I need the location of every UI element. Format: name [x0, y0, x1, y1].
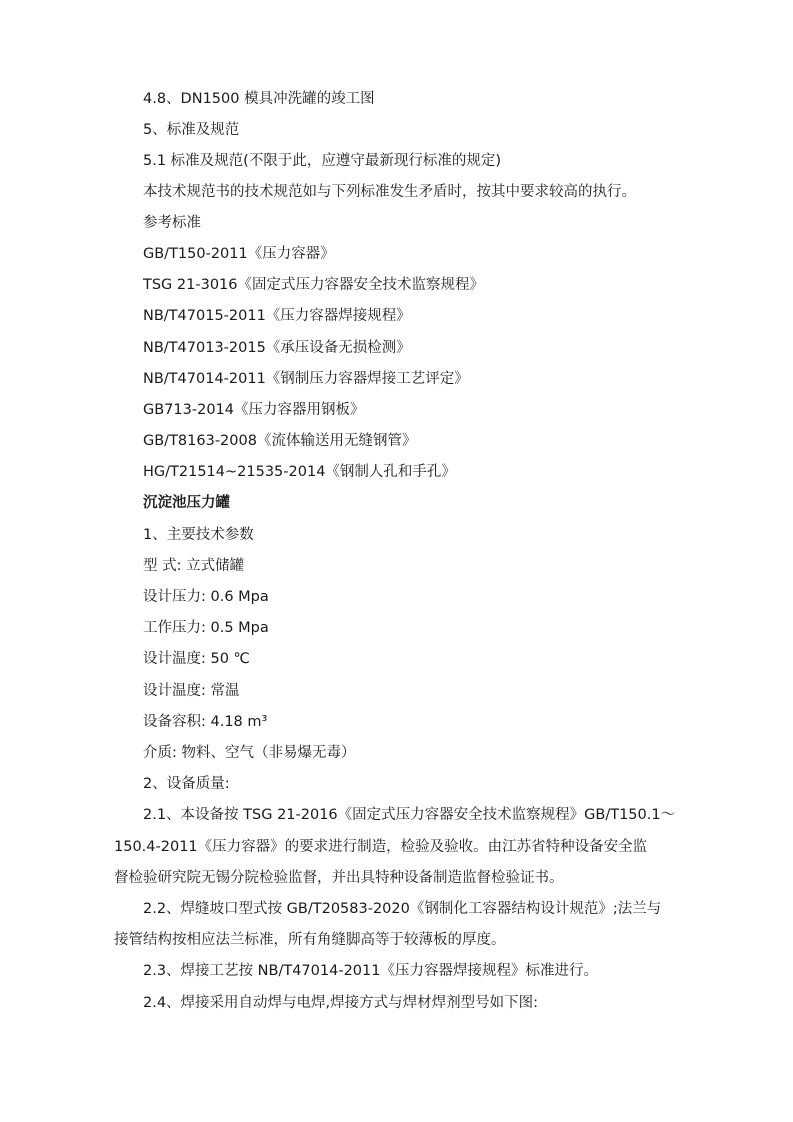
standard-item: NB/T47013-2015《承压设备无损检测》 [143, 340, 411, 356]
paragraph-line: 150.4-2011《压力容器》的要求进行制造，检验及验收。由江苏省特种设备安全监 [114, 839, 648, 855]
parameter-line: 型 式: 立式储罐 [143, 558, 245, 574]
section-heading: 2、设备质量: [143, 776, 230, 792]
paragraph-line: 2.3、焊接工艺按 NB/T47014-2011《压力容器焊接规程》标准进行。 [143, 963, 598, 979]
text-line: 参考标准 [143, 215, 201, 231]
parameter-line: 设计压力: 0.6 Mpa [143, 589, 269, 605]
parameter-line: 设计温度: 50 ℃ [143, 651, 250, 667]
section-title: 沉淀池压力罐 [143, 495, 230, 511]
parameter-line: 工作压力: 0.5 Mpa [143, 620, 269, 636]
standard-item: NB/T47015-2011《压力容器焊接规程》 [143, 308, 411, 324]
standard-item: TSG 21-3016《固定式压力容器安全技术监察规程》 [143, 277, 484, 293]
parameter-line: 介质: 物料、空气（非易爆无毒） [143, 745, 356, 761]
standard-item: GB/T8163-2008《流体输送用无缝钢管》 [143, 433, 417, 449]
paragraph-line: 2.1、本设备按 TSG 21-2016《固定式压力容器安全技术监察规程》GB/T150.1～ [143, 807, 676, 823]
paragraph-line: 接管结构按相应法兰标准，所有角缝脚高等于较薄板的厚度。 [114, 932, 506, 948]
text-line: 本技术规范书的技术规范如与下列标准发生矛盾时，按其中要求较高的执行。 [143, 184, 636, 200]
section-heading: 5、标准及规范 [143, 122, 240, 138]
paragraph-line: 督检验研究院无锡分院检验监督，并出具特种设备制造监督检验证书。 [114, 870, 564, 886]
parameter-line: 设备容积: 4.18 m³ [143, 714, 268, 730]
subsection-heading: 5.1 标准及规范(不限于此，应遵守最新现行标准的规定) [143, 153, 501, 169]
parameter-line: 设计温度: 常温 [143, 683, 240, 699]
standard-item: HG/T21514~21535-2014《钢制人孔和手孔》 [143, 464, 456, 480]
paragraph-line: 2.2、焊缝坡口型式按 GB/T20583-2020《钢制化工容器结构设计规范》;法兰与 [143, 901, 662, 917]
standard-item: GB713-2014《压力容器用钢板》 [143, 402, 365, 418]
text-line: 4.8、DN1500 模具冲洗罐的竣工图 [143, 91, 375, 107]
paragraph-line: 2.4、焊接采用自动焊与电焊,焊接方式与焊材焊剂型号如下图: [143, 995, 539, 1011]
standard-item: NB/T47014-2011《钢制压力容器焊接工艺评定》 [143, 371, 469, 387]
section-heading: 1、主要技术参数 [143, 527, 254, 543]
standard-item: GB/T150-2011《压力容器》 [143, 246, 335, 262]
